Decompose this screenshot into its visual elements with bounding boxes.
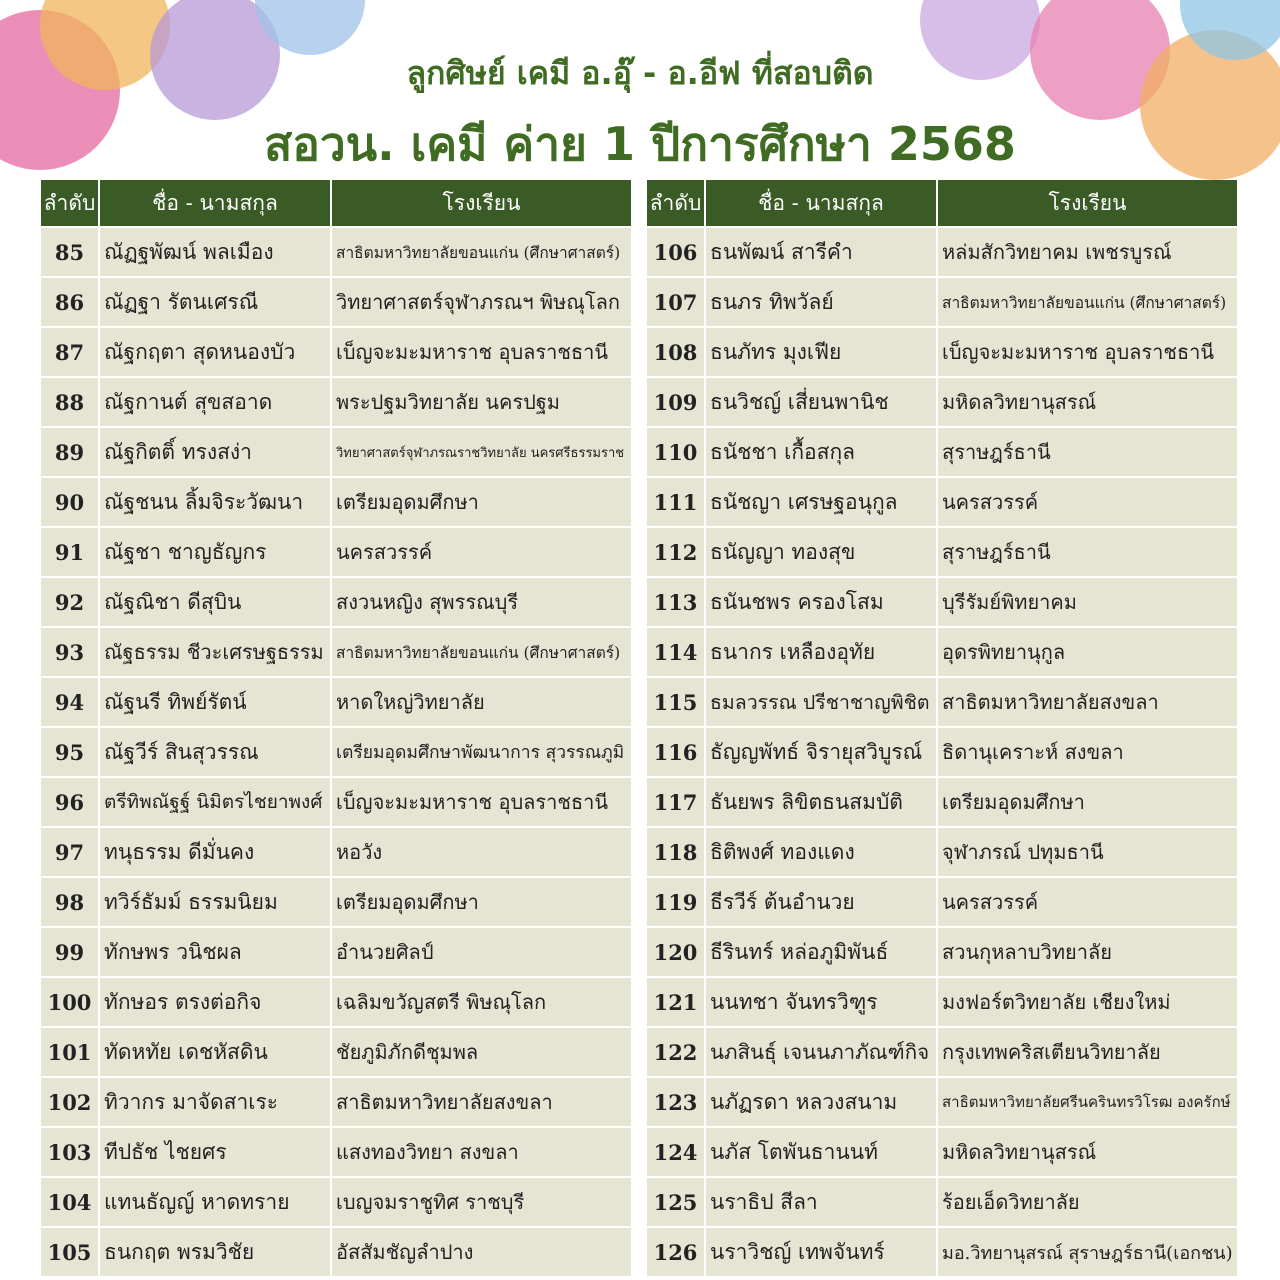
student-name: ธนพัฒน์ สารีคำ <box>705 227 937 277</box>
row-number: 85 <box>41 227 99 277</box>
table-row <box>647 727 1237 777</box>
table-row <box>41 977 631 1027</box>
student-name: ทักษพร วนิชผล <box>99 927 331 977</box>
school-name: อัสสัมชัญลำปาง <box>331 1227 631 1276</box>
table-row <box>647 827 1237 877</box>
student-name: ธมลวรรณ ปรีชาชาญพิชิต <box>705 677 937 727</box>
table-row <box>41 1227 631 1276</box>
table-row <box>647 777 1237 827</box>
school-name: เบ็ญจะมะมหาราช อุบลราชธานี <box>331 777 631 827</box>
student-name: ธนัญญา ทองสุข <box>705 527 937 577</box>
student-name: ณัฐวีร์ สินสุวรรณ <box>99 727 331 777</box>
student-name: ธันยพร ลิขิตธนสมบัติ <box>705 777 937 827</box>
student-name: นภัส โตพันธานนท์ <box>705 1127 937 1177</box>
table-row <box>647 327 1237 377</box>
table-row <box>647 627 1237 677</box>
table-row <box>41 727 631 777</box>
row-number: 98 <box>41 877 99 927</box>
row-number: 102 <box>41 1077 99 1127</box>
table-row <box>41 877 631 927</box>
table-row <box>647 927 1237 977</box>
student-name: ธีรวีร์ ต้นอำนวย <box>705 877 937 927</box>
school-name: วิทยาศาสตร์จุฬาภรณราชวิทยาลัย นครศรีธรรมราช <box>331 427 631 477</box>
row-number: 96 <box>41 777 99 827</box>
row-number: 115 <box>647 677 705 727</box>
student-name: ธิติพงศ์ ทองแดง <box>705 827 937 877</box>
school-name: เฉลิมขวัญสตรี พิษณุโลก <box>331 977 631 1027</box>
student-name: ณัฐธรรม ชีวะเศรษฐธรรม <box>99 627 331 677</box>
student-name: นราธิป สีลา <box>705 1177 937 1227</box>
student-name: ทนุธรรม ดีมั่นคง <box>99 827 331 877</box>
row-number: 117 <box>647 777 705 827</box>
student-name: ธีรินทร์ หล่อภูมิพันธ์ <box>705 927 937 977</box>
student-name: ทีปธัช ไชยศร <box>99 1127 331 1177</box>
student-name: นราวิชญ์ เทพจันทร์ <box>705 1227 937 1276</box>
row-number: 94 <box>41 677 99 727</box>
table-row <box>41 927 631 977</box>
row-number: 124 <box>647 1127 705 1177</box>
school-name: สุราษฎร์ธานี <box>937 427 1237 477</box>
row-number: 108 <box>647 327 705 377</box>
table-row <box>41 427 631 477</box>
school-name: หล่มสักวิทยาคม เพชรบูรณ์ <box>937 227 1237 277</box>
table-row <box>41 677 631 727</box>
table-row <box>647 877 1237 927</box>
school-name: มงฟอร์ตวิทยาลัย เชียงใหม่ <box>937 977 1237 1027</box>
table-row <box>41 1077 631 1127</box>
student-name: ธนัชญา เศรษฐอนุกูล <box>705 477 937 527</box>
table-row <box>647 1177 1237 1227</box>
table-row <box>647 977 1237 1027</box>
student-name: ทักษอร ตรงต่อกิจ <box>99 977 331 1027</box>
row-number: 90 <box>41 477 99 527</box>
page-title-line2: สอวน. เคมี ค่าย 1 ปีการศึกษา 2568 <box>264 117 1016 171</box>
student-name: ณัฐชา ชาญธัญกร <box>99 527 331 577</box>
school-name: สุราษฎร์ธานี <box>937 527 1237 577</box>
school-name: เตรียมอุดมศึกษาพัฒนาการ สุวรรณภูมิ <box>331 727 631 777</box>
school-name: นครสวรรค์ <box>331 527 631 577</box>
results-table-left <box>41 180 631 1276</box>
table-row <box>647 677 1237 727</box>
row-number: 100 <box>41 977 99 1027</box>
row-number: 101 <box>41 1027 99 1077</box>
row-number: 87 <box>41 327 99 377</box>
row-number: 107 <box>647 277 705 327</box>
row-number: 112 <box>647 527 705 577</box>
student-name: ธัญญพัทธ์ จิรายุสวิบูรณ์ <box>705 727 937 777</box>
school-name: สวนกุหลาบวิทยาลัย <box>937 927 1237 977</box>
row-number: 118 <box>647 827 705 877</box>
table-row <box>41 277 631 327</box>
school-name: นครสวรรค์ <box>937 877 1237 927</box>
school-name: เตรียมอุดมศึกษา <box>331 477 631 527</box>
student-name: ณัฏฐพัฒน์ พลเมือง <box>99 227 331 277</box>
school-name: ร้อยเอ็ดวิทยาลัย <box>937 1177 1237 1227</box>
school-name: มหิดลวิทยานุสรณ์ <box>937 377 1237 427</box>
header-name: ชื่อ - นามสกุล <box>705 180 937 227</box>
table-row <box>41 377 631 427</box>
school-name: ชัยภูมิภักดีชุมพล <box>331 1027 631 1077</box>
table-row <box>41 777 631 827</box>
page-title-line1: ลูกศิษย์ เคมี อ.อุ๊ - อ.อีฟ ที่สอบติด <box>406 54 874 92</box>
row-number: 97 <box>41 827 99 877</box>
school-name: สาธิตมหาวิทยาลัยสงขลา <box>937 677 1237 727</box>
school-name: สาธิตมหาวิทยาลัยขอนแก่น (ศึกษาศาสตร์) <box>331 227 631 277</box>
table-row <box>41 827 631 877</box>
student-name: ทิวากร มาจัดสาเระ <box>99 1077 331 1127</box>
school-name: นครสวรรค์ <box>937 477 1237 527</box>
student-name: ณัฐณิชา ดีสุบิน <box>99 577 331 627</box>
school-name: เตรียมอุดมศึกษา <box>331 877 631 927</box>
table-row <box>41 1127 631 1177</box>
table-row <box>647 277 1237 327</box>
school-name: บุรีรัมย์พิทยาคม <box>937 577 1237 627</box>
row-number: 88 <box>41 377 99 427</box>
row-number: 86 <box>41 277 99 327</box>
student-name: ณัฐกานต์ สุขสอาด <box>99 377 331 427</box>
row-number: 119 <box>647 877 705 927</box>
row-number: 126 <box>647 1227 705 1276</box>
school-name: มหิดลวิทยานุสรณ์ <box>937 1127 1237 1177</box>
table-row <box>647 377 1237 427</box>
table-row <box>647 1077 1237 1127</box>
row-number: 120 <box>647 927 705 977</box>
table-row <box>647 1027 1237 1077</box>
student-name: ณัฐนรี ทิพย์รัตน์ <box>99 677 331 727</box>
table-row <box>41 227 631 277</box>
table-row <box>41 1177 631 1227</box>
table-row <box>41 577 631 627</box>
row-number: 91 <box>41 527 99 577</box>
header-num: ลำดับ <box>41 180 99 227</box>
table-row <box>647 477 1237 527</box>
table-row <box>41 1027 631 1077</box>
school-name: เบญจมราชูทิศ ราชบุรี <box>331 1177 631 1227</box>
school-name: เบ็ญจะมะมหาราช อุบลราชธานี <box>331 327 631 377</box>
row-number: 93 <box>41 627 99 677</box>
student-name: ทวิร์ธัมม์ ธรรมนิยม <box>99 877 331 927</box>
row-number: 89 <box>41 427 99 477</box>
student-name: ธนกฤต พรมวิชัย <box>99 1227 331 1276</box>
student-name: ณัฐกฤตา สุดหนองบัว <box>99 327 331 377</box>
table-row <box>647 577 1237 627</box>
student-name: ธนภัทร มุงเฟีย <box>705 327 937 377</box>
table-row <box>647 1227 1237 1276</box>
header-name: ชื่อ - นามสกุล <box>99 180 331 227</box>
table-row <box>647 427 1237 477</box>
row-number: 113 <box>647 577 705 627</box>
student-name: ธนากร เหลืองอุทัย <box>705 627 937 677</box>
student-name: นนทชา จันทรวิฑูร <box>705 977 937 1027</box>
student-name: ณัฐกิตติ์ ทรงสง่า <box>99 427 331 477</box>
school-name: สาธิตมหาวิทยาลัยขอนแก่น (ศึกษาศาสตร์) <box>331 627 631 677</box>
table-row <box>647 527 1237 577</box>
row-number: 106 <box>647 227 705 277</box>
student-name: ธนันชพร ครองโสม <box>705 577 937 627</box>
school-name: แสงทองวิทยา สงขลา <box>331 1127 631 1177</box>
student-name: ธนัชชา เกื้อสกุล <box>705 427 937 477</box>
student-name: นภัฏรดา หลวงสนาม <box>705 1077 937 1127</box>
table-row <box>41 327 631 377</box>
student-name: แทนธัญญ์ หาดทราย <box>99 1177 331 1227</box>
row-number: 116 <box>647 727 705 777</box>
school-name: ธิดานุเคราะห์ สงขลา <box>937 727 1237 777</box>
student-name: ณัฏฐา รัตนเศรณี <box>99 277 331 327</box>
school-name: พระปฐมวิทยาลัย นครปฐม <box>331 377 631 427</box>
row-number: 123 <box>647 1077 705 1127</box>
results-table-right <box>647 180 1237 1276</box>
student-name: ณัฐชนน ลิ้มจิระวัฒนา <box>99 477 331 527</box>
table-row <box>41 527 631 577</box>
school-name: สงวนหญิง สุพรรณบุรี <box>331 577 631 627</box>
school-name: กรุงเทพคริสเตียนวิทยาลัย <box>937 1027 1237 1077</box>
row-number: 99 <box>41 927 99 977</box>
student-name: ทัดหทัย เดชหัสดิน <box>99 1027 331 1077</box>
row-number: 114 <box>647 627 705 677</box>
header-num: ลำดับ <box>647 180 705 227</box>
student-name: ตรีทิพณัฐฐ์ นิมิตรไชยาพงศ์ <box>99 777 331 827</box>
table-row <box>647 1127 1237 1177</box>
school-name: หาดใหญ่วิทยาลัย <box>331 677 631 727</box>
table-row <box>41 477 631 527</box>
table-row <box>647 227 1237 277</box>
school-name: วิทยาศาสตร์จุฬาภรณฯ พิษณุโลก <box>331 277 631 327</box>
school-name: อำนวยศิลป์ <box>331 927 631 977</box>
row-number: 125 <box>647 1177 705 1227</box>
row-number: 104 <box>41 1177 99 1227</box>
student-name: ธนภร ทิพวัลย์ <box>705 277 937 327</box>
row-number: 121 <box>647 977 705 1027</box>
school-name: มอ.วิทยานุสรณ์ สุราษฎร์ธานี(เอกชน) <box>937 1227 1237 1276</box>
school-name: เบ็ญจะมะมหาราช อุบลราชธานี <box>937 327 1237 377</box>
header-school: โรงเรียน <box>937 180 1237 227</box>
school-name: สาธิตมหาวิทยาลัยขอนแก่น (ศึกษาศาสตร์) <box>937 277 1237 327</box>
header-school: โรงเรียน <box>331 180 631 227</box>
row-number: 109 <box>647 377 705 427</box>
row-number: 110 <box>647 427 705 477</box>
student-name: ธนวิชญ์ เสี่ยนพานิช <box>705 377 937 427</box>
school-name: สาธิตมหาวิทยาลัยศรีนครินทรวิโรฒ องครักษ์ <box>937 1077 1237 1127</box>
school-name: จุฬาภรณ์ ปทุมธานี <box>937 827 1237 877</box>
row-number: 105 <box>41 1227 99 1276</box>
school-name: เตรียมอุดมศึกษา <box>937 777 1237 827</box>
school-name: สาธิตมหาวิทยาลัยสงขลา <box>331 1077 631 1127</box>
row-number: 111 <box>647 477 705 527</box>
row-number: 95 <box>41 727 99 777</box>
school-name: อุดรพิทยานุกูล <box>937 627 1237 677</box>
row-number: 103 <box>41 1127 99 1177</box>
student-name: นภสินธุ์ เจนนภาภัณฑ์กิจ <box>705 1027 937 1077</box>
table-row <box>41 627 631 677</box>
row-number: 92 <box>41 577 99 627</box>
school-name: หอวัง <box>331 827 631 877</box>
row-number: 122 <box>647 1027 705 1077</box>
